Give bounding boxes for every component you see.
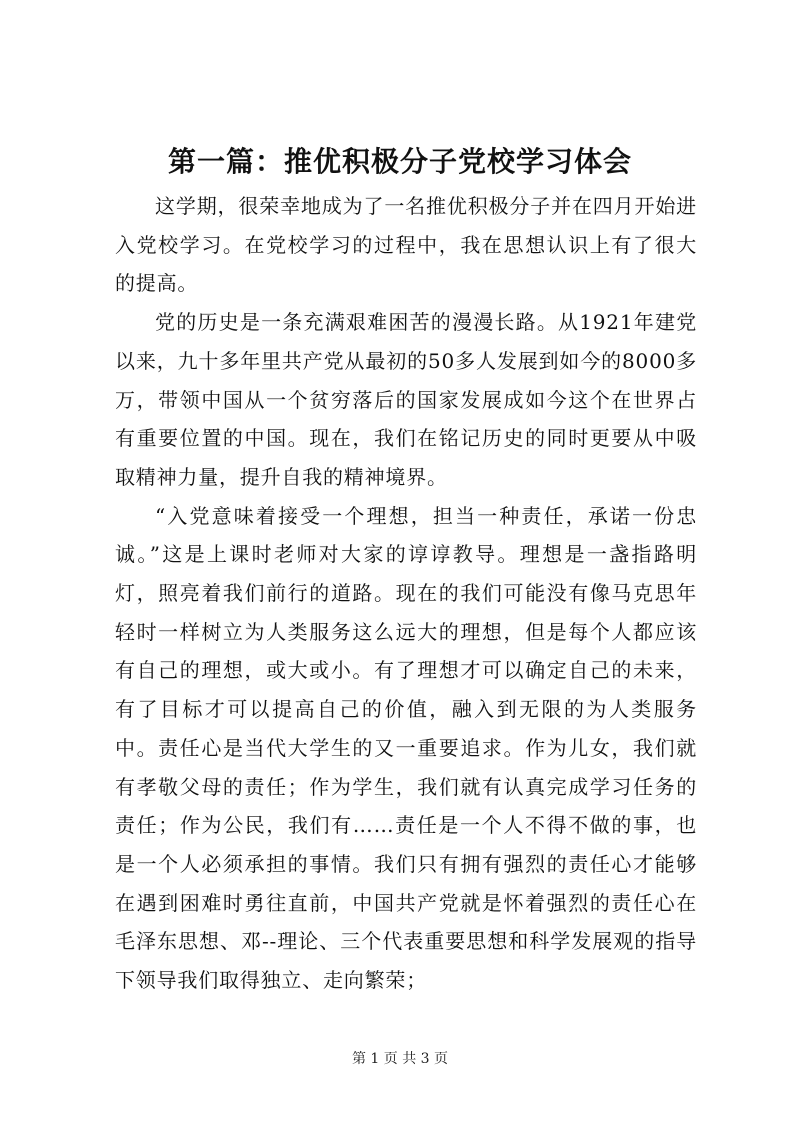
document-title: 第一篇：推优积极分子党校学习体会 — [167, 145, 632, 178]
paragraph-ideals-responsibility: “入党意味着接受一个理想，担当一种责任，承诺一份忠诚。”这是上课时老师对大家的谆谆教导。理想是一盏指路明灯，照亮着我们前行的道路。现在的我们可能没有像马克思年轻时一样树立为人类服务这么远大的理想，但是每个人都应该有自己的理想，或大或小。有了理想才可以确定自己的未来，有了目标才可以提高自己的价值，融入到无限的为人类服务中。责任心是当代大学生的又一重要追求。作为儿女，我们就有孝敬父母的责任；作为学生，我们就有认真完成学习任务的责任；作为公民，我们有……责任是一个人不得不做的事，也是一个人必须承担的事情。我们只有拥有强烈的责任心才能够在遇到困难时勇往直前，中国共产党就是怀着强烈的责任心在毛泽东思想、邓--理论、三个代表重要思想和科学发展观的指导下领导我们取得独立、走向繁荣； — [115, 503, 697, 993]
paragraph-intro: 这学期，很荣幸地成为了一名推优积极分子并在四月开始进入党校学习。在党校学习的过程中，我在思想认识上有了很大的提高。 — [115, 194, 697, 296]
document-body — [115, 187, 697, 1000]
page-number-footer: 第 1 页 共 3 页 — [351, 1051, 449, 1067]
paragraph-party-history: 党的历史是一条充满艰难困苦的漫漫长路。从1921年建党以来，九十多年里共产党从最初的50多人发展到如今的8000多万，带领中国从一个贫穷落后的国家发展成如今这个在世界占有重要位置的中国。现在，我们在铭记历史的同时更要从中吸取精神力量，提升自我的精神境界。 — [115, 310, 697, 489]
